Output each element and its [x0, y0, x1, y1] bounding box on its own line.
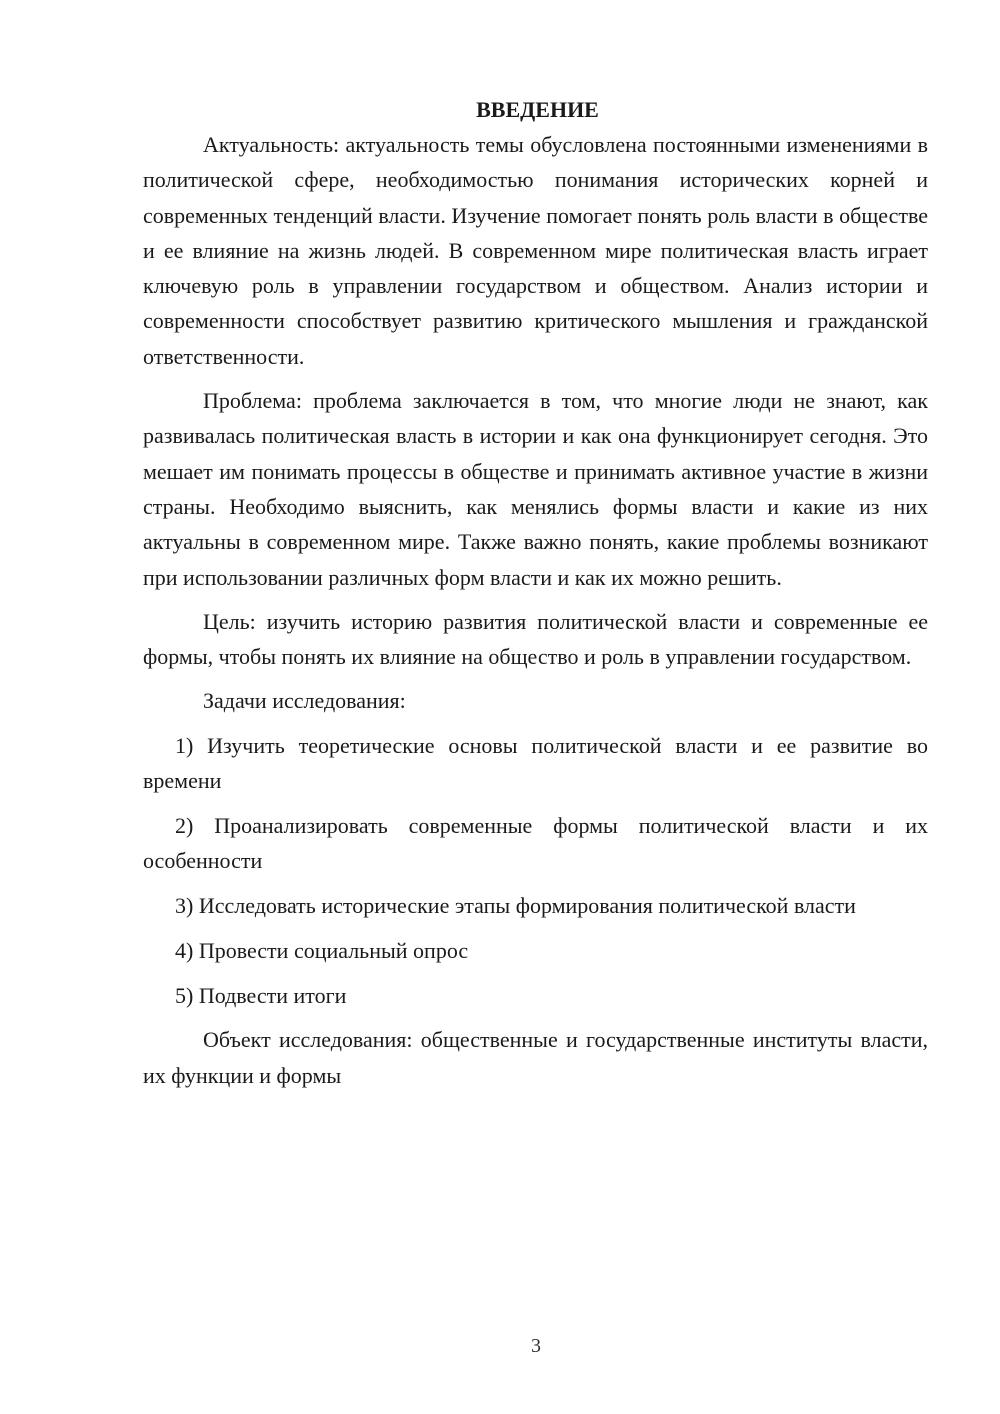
task-item-4: 4) Провести социальный опрос [175, 937, 469, 963]
task-item-1: 1) Изучить теоретические основы политической власти и ее развитие во времени [143, 732, 928, 794]
goal-paragraph: Цель: изучить историю развития политической власти и современные ее формы, чтобы понять их влияние на общество и роль в управлении государством. [143, 608, 928, 670]
task-item-2: 2) Проанализировать современные формы политической власти и их особенности [143, 812, 928, 874]
task-item-5: 5) Подвести итоги [175, 982, 347, 1008]
relevance-paragraph: Актуальность: актуальность темы обусловлена постоянными изменениями в политической сфере, необходимостью понимания исторических корней и современных тенденций власти. Изучение помогает понять роль власти в обществе и ее влияние на жизнь людей. В современном мире политическая власть играет ключевую роль в управлении государством и обществом. Анализ истории и современности способствует развитию критического мышления и гражданской ответственности. [143, 132, 928, 369]
tasks-title: Задачи исследования: [203, 688, 406, 714]
section-heading: ВВЕДЕНИЕ [476, 97, 599, 122]
task-item-3: 3) Исследовать исторические этапы формирования политической власти [175, 892, 856, 918]
page-number: 3 [531, 1335, 541, 1357]
page-content [143, 92, 928, 1102]
object-paragraph: Объект исследования: общественные и государственные институты власти, их функции и формы [143, 1027, 928, 1088]
problem-paragraph: Проблема: проблема заключается в том, что многие люди не знают, как развивалась политическая власть в истории и как она функционирует сегодня. Это мешает им понимать процессы в обществе и принимать активное участие в жизни страны. Необходимо выяснить, как менялись формы власти и какие из них актуальны в современном мире. Также важно понять, какие проблемы возникают при использовании различных форм власти и как их можно решить. [143, 388, 928, 590]
